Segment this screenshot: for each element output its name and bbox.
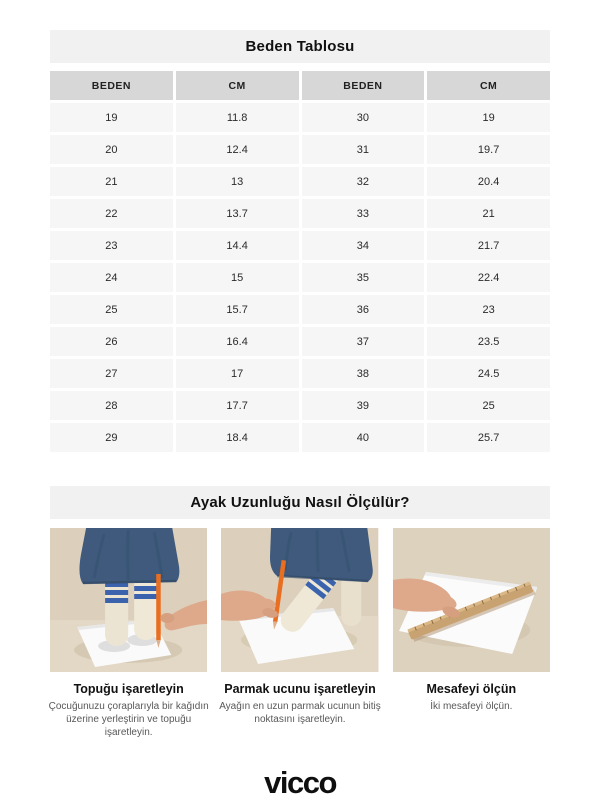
size-table-header-cell: BEDEN	[302, 71, 425, 100]
size-table-cell: 20.4	[427, 167, 550, 196]
size-guide-page	[50, 0, 550, 800]
heel-marking-photo	[50, 528, 207, 672]
measure-section-title: Ayak Uzunluğu Nasıl Ölçülür?	[190, 494, 410, 511]
size-table-cell: 26	[50, 327, 173, 356]
size-table-cell: 40	[302, 423, 425, 452]
size-table-cell: 34	[302, 231, 425, 260]
size-table-cell: 36	[302, 295, 425, 324]
size-table-heading-bar	[50, 30, 550, 63]
step-measure-distance	[393, 528, 550, 740]
ruler-measuring-illustration	[393, 528, 550, 672]
size-table-cell: 21	[50, 167, 173, 196]
size-table-cell: 11.8	[176, 103, 299, 132]
size-table-cell: 23	[50, 231, 173, 260]
size-table-cell: 22	[50, 199, 173, 228]
size-table-cell: 20	[50, 135, 173, 164]
size-table-cell: 29	[50, 423, 173, 452]
size-table-cell: 31	[302, 135, 425, 164]
size-table-cell: 25.7	[427, 423, 550, 452]
brand-wordmark: vicco	[264, 764, 336, 800]
size-table-cell: 30	[302, 103, 425, 132]
step-mark-toe	[219, 528, 381, 740]
size-table-cell: 19	[427, 103, 550, 132]
size-table-cell: 25	[50, 295, 173, 324]
size-table-header-cell: BEDEN	[50, 71, 173, 100]
size-table-cell: 38	[302, 359, 425, 388]
size-table-cell: 24	[50, 263, 173, 292]
step-title: Mesafeyi ölçün	[426, 682, 517, 696]
size-table-cell: 17	[176, 359, 299, 388]
size-table-cell: 25	[427, 391, 550, 420]
size-table-cell: 14.4	[176, 231, 299, 260]
step-description: Çocuğunuzu çoraplarıyla bir kağıdın üzerine yerleştirin ve topuğu işaretleyin.	[48, 701, 209, 739]
size-table-cell: 28	[50, 391, 173, 420]
size-table-cell: 19	[50, 103, 173, 132]
size-table-cell: 35	[302, 263, 425, 292]
size-table-cell: 17.7	[176, 391, 299, 420]
step-title: Parmak ucunu işaretleyin	[224, 682, 376, 696]
size-table-cell: 22.4	[427, 263, 550, 292]
size-table-cell: 24.5	[427, 359, 550, 388]
toe-marking-illustration	[221, 528, 378, 672]
size-table-cell: 27	[50, 359, 173, 388]
step-mark-heel	[50, 528, 207, 740]
size-table-cell: 39	[302, 391, 425, 420]
measure-heading-bar	[50, 486, 550, 519]
size-table-cell: 21.7	[427, 231, 550, 260]
size-table-header-cell: CM	[427, 71, 550, 100]
size-table-cell: 32	[302, 167, 425, 196]
brand-logo	[50, 766, 550, 800]
size-table-header-cell: CM	[176, 71, 299, 100]
size-table-cell: 23.5	[427, 327, 550, 356]
size-table-cell: 16.4	[176, 327, 299, 356]
step-description: Ayağın en uzun parmak ucunun bitiş noktasını işaretleyin.	[219, 701, 381, 726]
size-table-cell: 21	[427, 199, 550, 228]
size-table-cell: 12.4	[176, 135, 299, 164]
step-description: İki mesafeyi ölçün.	[430, 701, 513, 712]
step-title: Topuğu işaretleyin	[73, 682, 184, 696]
size-table-cell: 15	[176, 263, 299, 292]
size-table-cell: 15.7	[176, 295, 299, 324]
size-table-cell: 13.7	[176, 199, 299, 228]
heel-marking-illustration	[50, 528, 207, 672]
size-table-cell: 23	[427, 295, 550, 324]
size-table-cell: 13	[176, 167, 299, 196]
size-table-cell: 33	[302, 199, 425, 228]
measure-steps	[50, 528, 550, 740]
toe-tip-marking-photo	[221, 528, 378, 672]
distance-measuring-photo	[393, 528, 550, 672]
size-table-cell: 37	[302, 327, 425, 356]
size-table-cell: 19.7	[427, 135, 550, 164]
size-table-title: Beden Tablosu	[245, 38, 355, 55]
size-table-cell: 18.4	[176, 423, 299, 452]
size-table	[50, 71, 550, 452]
